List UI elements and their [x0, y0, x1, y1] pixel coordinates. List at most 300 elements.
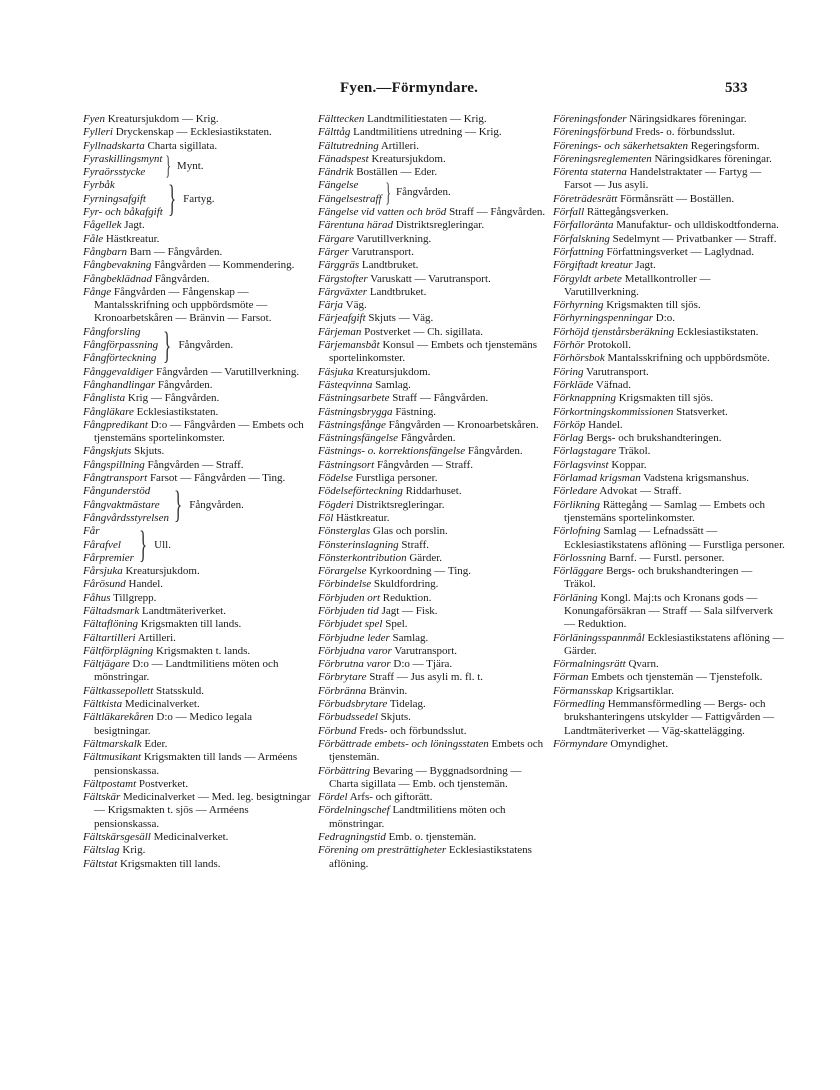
- entry-headword: Färja: [318, 299, 344, 312]
- entry-headword: Fånghandlingar: [83, 378, 156, 391]
- entry-headword: Fästningsfängelse: [318, 432, 399, 445]
- index-entry-group: [83, 179, 311, 219]
- index-entry: [553, 698, 785, 738]
- entry-headword: Förbjudna varor: [318, 644, 392, 657]
- entry-headword: Förlofning: [553, 525, 601, 538]
- index-entry: [318, 419, 550, 432]
- index-entry: [553, 312, 785, 325]
- entry-headword: Fördelningschef: [318, 804, 390, 817]
- entry-reference: Fångvården.: [396, 186, 451, 199]
- index-entry: [318, 512, 550, 525]
- index-entry: [553, 259, 785, 272]
- entry-headword: Fästeqvinna: [318, 378, 373, 391]
- index-entry: [318, 286, 550, 299]
- index-entry: [83, 645, 311, 658]
- entry-reference: Jagt.: [124, 219, 145, 232]
- entry-reference: Väg.: [345, 299, 367, 312]
- entry-headword: Föring: [553, 365, 584, 378]
- index-entry: [318, 326, 550, 339]
- entry-reference: Bevaring — Byggnadsordning — Charta sigillata — Emb. och tjenstemän.: [329, 764, 522, 790]
- entry-headword: Förlossning: [553, 551, 607, 564]
- entry-headword: Fängelse vid vatten och bröd: [318, 206, 447, 219]
- entry-reference: Boställen — Eder.: [356, 166, 438, 179]
- entry-headword: Förfall: [553, 206, 585, 219]
- entry-headword: Förbudssedel: [318, 711, 378, 724]
- entry-reference: Konsul — Embets och tjenstemäns sportelinkomster.: [329, 339, 538, 365]
- entry-headword: Fyrbåk: [83, 179, 115, 192]
- index-entry: [318, 765, 550, 792]
- entry-headword: Fängelsestraff: [318, 192, 382, 205]
- entry-reference: Distriktsregleringar.: [356, 498, 445, 511]
- index-entry: [553, 193, 785, 206]
- index-entry: [318, 658, 550, 671]
- index-entry: [83, 578, 311, 591]
- index-entry: [83, 831, 311, 844]
- entry-reference: Sedelmynt — Privatbanker — Straff.: [612, 232, 777, 245]
- index-entry: [83, 286, 311, 326]
- entry-reference: Fångvården — Kronoarbetskåren.: [388, 418, 539, 431]
- entry-reference: Rättegång — Samlag — Embets och tjenstemäns sportelinkomster.: [564, 498, 766, 524]
- entry-reference: Straff — Fångvården.: [392, 392, 489, 405]
- entry-headword: Fårpremier: [83, 551, 134, 564]
- index-entry: [318, 166, 550, 179]
- index-entry: [83, 392, 311, 405]
- index-entry: [318, 126, 550, 139]
- entry-reference: Vadstena krigsmanshus.: [643, 472, 749, 485]
- entry-reference: Eder.: [144, 737, 168, 750]
- index-entry: [318, 273, 550, 286]
- entry-reference: D:o — Landtmilitiens möten och mönstringar.: [94, 658, 279, 684]
- index-entry-group: [318, 179, 550, 206]
- entry-reference: Landtmilitiens utredning — Krig.: [353, 126, 502, 139]
- entry-headword: Färentuna härad: [318, 219, 394, 232]
- entry-headword: Fälttecken: [318, 113, 365, 125]
- entry-headword: Fäsjuka: [318, 365, 354, 378]
- index-entry: [318, 831, 550, 844]
- index-entry: [318, 219, 550, 232]
- entry-headword: Föl: [318, 511, 334, 524]
- index-entry: [553, 326, 785, 339]
- entry-headword: Förlagsvinst: [553, 458, 609, 471]
- running-title: Fyen.—Förmyndare.: [340, 80, 479, 96]
- entry-headword: Fästningsfånge: [318, 418, 386, 431]
- index-entry: [553, 126, 785, 139]
- entry-headword: Fårafvel: [83, 538, 121, 551]
- entry-headword: Fedragningstid: [318, 831, 386, 844]
- entry-headword: Fändrik: [318, 166, 354, 179]
- index-entry: [83, 379, 311, 392]
- index-entry: [553, 592, 785, 632]
- entry-headword: Förledare: [553, 485, 598, 498]
- group-headwords: [83, 326, 158, 366]
- index-entry: [318, 432, 550, 445]
- entry-headword: Fönsterkontribution: [318, 551, 407, 564]
- entry-reference: Reduktion.: [382, 591, 432, 604]
- index-entry: [318, 153, 550, 166]
- entry-headword: Förfalloränta: [553, 219, 614, 232]
- entry-headword: Färjeman: [318, 325, 362, 338]
- entry-reference: Postverket — Ch. sigillata.: [364, 325, 483, 338]
- brace-mark: }: [138, 524, 148, 567]
- brace-mark: }: [167, 178, 177, 221]
- entry-reference: Fångvården — Straff.: [376, 458, 474, 471]
- entry-reference: D:o — Medico legala besigtningar.: [94, 711, 253, 737]
- entry-reference: Ecklesiastikstatens aflöning — Gärder.: [564, 631, 784, 657]
- entry-reference: Freds- o. förbundsslut.: [635, 126, 736, 139]
- entry-reference: Embets och tjenstemän — Tjenstefolk.: [591, 671, 763, 684]
- index-entry: [83, 219, 311, 232]
- entry-headword: Fångvaktmästare: [83, 498, 160, 511]
- entry-reference: Fångvården.: [157, 378, 213, 391]
- group-headwords: [83, 525, 134, 565]
- entry-headword: Färgväxter: [318, 285, 368, 298]
- entry-reference: Ecklesiastikstaten.: [136, 405, 219, 418]
- index-entry: [83, 259, 311, 272]
- brace-mark: }: [163, 324, 172, 367]
- index-entry: [553, 219, 785, 232]
- index-entry: [553, 299, 785, 312]
- group-headwords: [83, 179, 163, 219]
- index-entry: [83, 751, 311, 778]
- index-entry: [318, 366, 550, 379]
- index-entry: [318, 392, 550, 405]
- entry-reference: Författningsverket — Laglydnad.: [606, 245, 755, 258]
- entry-reference: Skjuts.: [380, 711, 411, 724]
- entry-headword: Förbund: [318, 724, 357, 737]
- entry-headword: Fästningsarbete: [318, 392, 390, 405]
- entry-headword: Föreningsförbund: [553, 126, 633, 139]
- index-entry: [553, 113, 785, 126]
- index-entry: [553, 273, 785, 300]
- entry-reference: Jagt — Fisk.: [381, 604, 438, 617]
- entry-headword: Fångtransport: [83, 472, 148, 485]
- entry-headword: Förenings- och säkerhetsakten: [553, 139, 689, 152]
- index-entry: [318, 725, 550, 738]
- entry-headword: Förlikning: [553, 498, 601, 511]
- entry-reference: Bergs- och brukshandteringen.: [586, 432, 722, 445]
- index-entry: [553, 379, 785, 392]
- index-entry: [553, 445, 785, 458]
- entry-headword: Födelse: [318, 472, 353, 485]
- entry-headword: Färgstofter: [318, 272, 368, 285]
- entry-headword: Fångbarn: [83, 245, 127, 258]
- entry-headword: Fyrningsafgift: [83, 192, 146, 205]
- entry-reference: Landtmilitiens möten och mönstringar.: [329, 804, 506, 830]
- entry-headword: Fyraskillingsmynt: [83, 152, 163, 165]
- entry-headword: Fästningsbrygga: [318, 405, 393, 418]
- entry-headword: Fältslag: [83, 844, 120, 857]
- entry-reference: Freds- och förbundsslut.: [359, 724, 467, 737]
- entry-reference: Varutillverkning.: [356, 232, 432, 245]
- index-entry: [318, 605, 550, 618]
- entry-reference: D:o.: [655, 312, 676, 325]
- index-entry: [318, 379, 550, 392]
- index-entry: [553, 339, 785, 352]
- entry-headword: Förbättring: [318, 764, 370, 777]
- entry-reference: Ull.: [154, 538, 171, 551]
- entry-headword: Färggräs: [318, 259, 360, 272]
- index-entry: [83, 605, 311, 618]
- brace-mark: }: [173, 484, 183, 527]
- group-headwords: [318, 179, 382, 206]
- index-entry: [553, 738, 785, 751]
- entry-headword: Färjemansbåt: [318, 339, 380, 352]
- entry-headword: Fältkassepollett: [83, 684, 154, 697]
- entry-headword: Förläning: [553, 591, 598, 604]
- entry-headword: Förkläde: [553, 378, 594, 391]
- index-entry: [318, 140, 550, 153]
- column-3: [553, 113, 785, 751]
- index-entry: [553, 140, 785, 153]
- index-entry: [318, 299, 550, 312]
- index-entry-group: [83, 153, 311, 180]
- entry-headword: Fältpostamt: [83, 777, 137, 790]
- entry-reference: Varuskatt — Varutransport.: [370, 272, 491, 285]
- index-entry: [553, 406, 785, 419]
- entry-headword: Föreningsfonder: [553, 113, 627, 125]
- index-entry: [318, 539, 550, 552]
- index-entry: [83, 685, 311, 698]
- entry-headword: Förfalskning: [553, 232, 610, 245]
- entry-headword: Fältartilleri: [83, 631, 136, 644]
- entry-headword: Förbjuden ort: [318, 591, 381, 604]
- entry-reference: Krigsmakten till lands — Arméens pensionskassa.: [94, 751, 298, 777]
- index-entry: [553, 658, 785, 671]
- index-entry: [553, 419, 785, 432]
- entry-headword: Föreningsreglementen: [553, 152, 652, 165]
- entry-headword: Förbrutna varor: [318, 658, 391, 671]
- entry-headword: Fångpredikant: [83, 418, 148, 431]
- index-entry: [318, 592, 550, 605]
- entry-headword: Fältskärsgesäll: [83, 831, 151, 844]
- entry-headword: Fältskär: [83, 791, 121, 804]
- index-entry: [83, 246, 311, 259]
- index-entry: [318, 565, 550, 578]
- entry-reference: Krigsmakten till sjös.: [618, 392, 714, 405]
- entry-headword: Företrädesrätt: [553, 192, 618, 205]
- entry-headword: Förbättrade embets- och löningsstaten: [318, 737, 489, 750]
- index-entry: [553, 459, 785, 472]
- entry-reference: Medicinalverket.: [124, 698, 200, 711]
- entry-reference: Handelstraktater — Fartyg — Farsot — Jus asyli.: [564, 166, 762, 192]
- index-entry: [318, 459, 550, 472]
- entry-reference: Ecklesiastikstaten.: [676, 325, 759, 338]
- entry-headword: Förargelse: [318, 565, 367, 578]
- entry-headword: Förenta staterna: [553, 166, 627, 179]
- index-entry: [318, 578, 550, 591]
- entry-headword: Fångskjuts: [83, 445, 132, 458]
- entry-reference: Krig.: [122, 844, 146, 857]
- index-entry: [83, 126, 311, 139]
- entry-reference: Hemmansförmedling — Bergs- och brukshanteringens utskylder — Fattigvården — Landtmäteriverket — Väg-skattelägging.: [564, 698, 775, 737]
- index-entry: [83, 406, 311, 419]
- index-entry: [553, 352, 785, 365]
- entry-headword: Fängelse: [318, 179, 359, 192]
- entry-headword: Fårsjuka: [83, 565, 123, 578]
- index-entry-group: [83, 485, 311, 525]
- entry-headword: Förhör: [553, 339, 585, 352]
- entry-reference: Fångvården.: [154, 272, 210, 285]
- entry-reference: D:o — Tjära.: [393, 658, 453, 671]
- index-entry: [318, 525, 550, 538]
- entry-headword: Förmedling: [553, 698, 605, 711]
- index-entry: [553, 499, 785, 526]
- entry-headword: Får: [83, 525, 100, 538]
- entry-headword: Fågellek: [83, 219, 122, 232]
- entry-reference: Kreatursjukdom.: [356, 365, 431, 378]
- index-entry: [553, 233, 785, 246]
- entry-reference: Krigsmakten till lands.: [140, 618, 242, 631]
- index-entry: [318, 698, 550, 711]
- entry-reference: Samlag.: [392, 631, 429, 644]
- entry-headword: Fältmarskalk: [83, 737, 142, 750]
- index-entry: [318, 259, 550, 272]
- entry-headword: Fästningsort: [318, 458, 375, 471]
- entry-reference: Qvarn.: [628, 658, 659, 671]
- entry-headword: Fångforsling: [83, 325, 141, 338]
- index-entry: [83, 459, 311, 472]
- entry-headword: Fåle: [83, 232, 104, 245]
- index-entry: [318, 791, 550, 804]
- brace-mark: }: [384, 177, 391, 207]
- entry-headword: Fyllnadskarta: [83, 139, 145, 152]
- entry-reference: Rättegångsverken.: [586, 206, 669, 219]
- column-1: [83, 113, 311, 871]
- entry-reference: Fästning.: [395, 405, 436, 418]
- entry-headword: Fältadsmark: [83, 604, 140, 617]
- entry-reference: Distriktsregleringar.: [395, 219, 485, 232]
- entry-reference: Kreatursjukdom.: [371, 152, 446, 165]
- index-entry: [83, 472, 311, 485]
- entry-headword: Fästnings- o. korrektionsfängelse: [318, 445, 466, 458]
- entry-reference: Advokat — Straff.: [599, 485, 682, 498]
- index-entry: [83, 698, 311, 711]
- entry-headword: Förbjudne leder: [318, 631, 390, 644]
- index-entry: [318, 246, 550, 259]
- index-entry: [83, 658, 311, 685]
- entry-headword: Fånglista: [83, 392, 126, 405]
- entry-headword: Färgare: [318, 232, 354, 245]
- group-headwords: [83, 485, 169, 525]
- entry-headword: Fångunderstöd: [83, 485, 151, 498]
- entry-reference: Fångvården.: [467, 445, 523, 458]
- index-entry: [318, 485, 550, 498]
- index-entry: [83, 778, 311, 791]
- entry-reference: Kongl. Maj:ts och Kronans gods — Konungaförsäkran — Straff — Sala silfververk — Reduktion.: [564, 591, 774, 631]
- entry-headword: Färjeafgift: [318, 312, 366, 325]
- entry-reference: Gärder.: [409, 551, 443, 564]
- entry-headword: Förhörsbok: [553, 352, 605, 365]
- index-entry: [553, 525, 785, 552]
- entry-reference: Tidelag.: [389, 698, 426, 711]
- entry-reference: Charta sigillata.: [147, 139, 218, 152]
- entry-reference: Straff.: [401, 538, 430, 551]
- entry-reference: Tillgrepp.: [113, 591, 157, 604]
- entry-reference: Fångvården.: [189, 498, 244, 511]
- entry-reference: Protokoll.: [587, 339, 632, 352]
- index-entry: [318, 339, 550, 366]
- entry-reference: Metallkontroller — Varutillverkning.: [564, 272, 711, 298]
- entry-reference: Koppar.: [611, 458, 647, 471]
- entry-headword: Förbjudet spel: [318, 618, 383, 631]
- entry-headword: Förläggare: [553, 565, 604, 578]
- entry-headword: Förbränna: [318, 684, 367, 697]
- entry-reference: Glas och porslin.: [372, 525, 448, 538]
- entry-headword: Fältförplägning: [83, 644, 154, 657]
- entry-headword: Förbudsbrytare: [318, 698, 388, 711]
- column-2: [318, 113, 550, 871]
- entry-reference: Barnf. — Furstl. personer.: [608, 551, 725, 564]
- entry-reference: Fångvården — Straff.: [147, 458, 244, 471]
- entry-headword: Fältaflöning: [83, 618, 138, 631]
- entry-reference: Skjuts — Väg.: [368, 312, 434, 325]
- index-entry: [553, 366, 785, 379]
- index-entry: [83, 791, 311, 831]
- index-entry: [318, 406, 550, 419]
- entry-headword: Fångbevakning: [83, 259, 152, 272]
- entry-headword: Fältmusikant: [83, 751, 142, 764]
- entry-reference: Handel.: [128, 578, 164, 591]
- entry-headword: Fångspillning: [83, 458, 145, 471]
- entry-headword: Förening om presträttigheter: [318, 844, 447, 857]
- entry-headword: Fångbeklädnad: [83, 272, 153, 285]
- entry-headword: Fönsterinslagning: [318, 538, 399, 551]
- entry-reference: Embets och tjenstemän.: [329, 737, 544, 764]
- index-entry: [83, 140, 311, 153]
- entry-headword: Förlagstagare: [553, 445, 617, 458]
- index-entry: [83, 273, 311, 286]
- index-entry-group: [83, 525, 311, 565]
- index-entry: [83, 565, 311, 578]
- index-entry: [318, 499, 550, 512]
- entry-headword: Fångförpassning: [83, 339, 159, 352]
- entry-reference: Kreatursjukdom.: [125, 565, 200, 578]
- entry-headword: Fögderi: [318, 498, 354, 511]
- entry-reference: Postverket.: [138, 777, 189, 790]
- entry-reference: Farsot — Fångvården — Ting.: [149, 472, 286, 485]
- entry-headword: Förhyrning: [553, 299, 604, 312]
- entry-headword: Förläningsspannmål: [553, 631, 645, 644]
- index-entry: [553, 166, 785, 193]
- index-entry-group: [83, 326, 311, 366]
- index-entry: [318, 685, 550, 698]
- entry-reference: Bränvin.: [369, 684, 408, 697]
- entry-headword: Fältstat: [83, 857, 118, 870]
- entry-headword: Fånggevaldiger: [83, 365, 154, 378]
- entry-headword: Fördel: [318, 791, 348, 804]
- entry-reference: Statsskuld.: [156, 684, 204, 697]
- index-entry: [553, 485, 785, 498]
- entry-reference: Omyndighet.: [610, 737, 669, 750]
- entry-headword: Förköp: [553, 418, 586, 431]
- index-entry: [83, 445, 311, 458]
- entry-headword: Fyr- och båkafgift: [83, 206, 163, 219]
- entry-reference: Landtmilitiestaten — Krig.: [367, 113, 487, 125]
- entry-reference: Krigsartiklar.: [615, 684, 674, 697]
- index-entry: [318, 312, 550, 325]
- index-entry: [318, 671, 550, 684]
- index-entry: [318, 472, 550, 485]
- entry-reference: Kreatursjukdom — Krig.: [107, 113, 219, 125]
- entry-headword: Fältläkarekåren: [83, 711, 154, 724]
- entry-headword: Färger: [318, 245, 349, 258]
- index-entry: [553, 153, 785, 166]
- index-entry: [318, 632, 550, 645]
- entry-reference: Varutransport.: [351, 245, 414, 258]
- index-entry: [83, 419, 311, 446]
- entry-reference: Spel.: [385, 618, 408, 631]
- entry-headword: Förkortningskommissionen: [553, 405, 674, 418]
